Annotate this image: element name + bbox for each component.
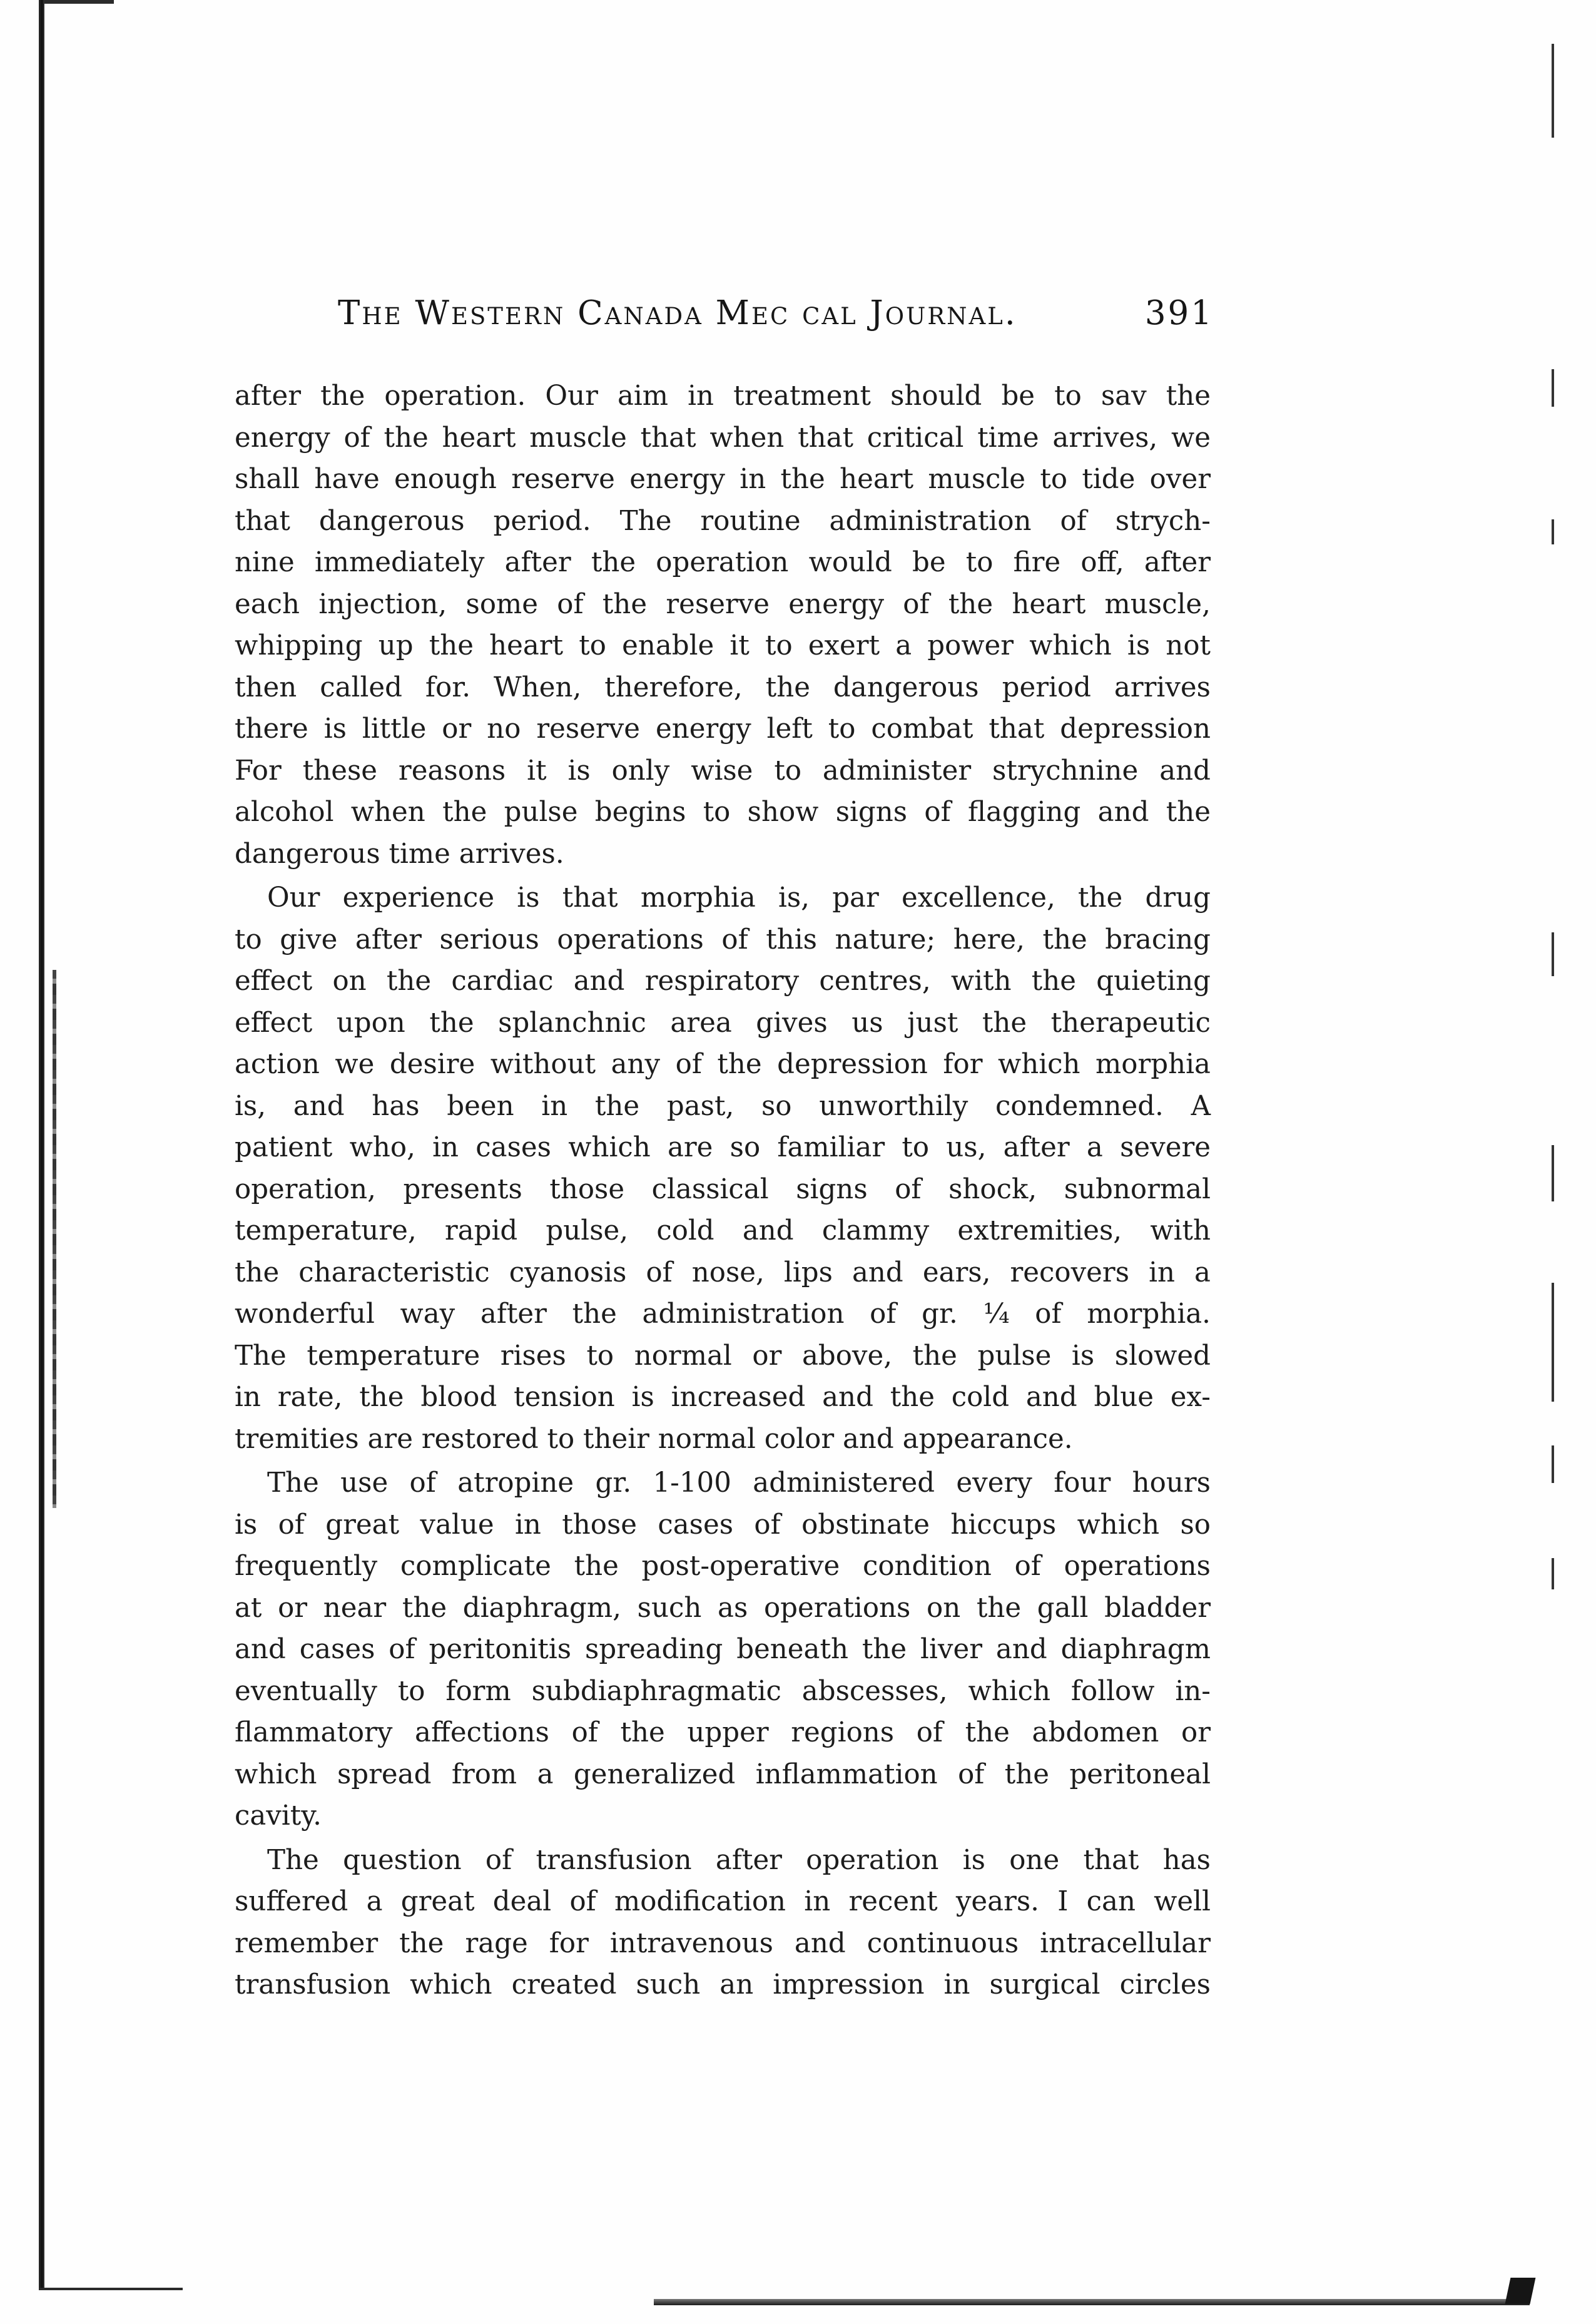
paragraph-4 bbox=[235, 1840, 1211, 2006]
text-line: in rate, the blood tension is increased and the cold and blue ex- bbox=[235, 1382, 1211, 1413]
text-line: The use of atropine gr. 1-100 administered every four hours bbox=[267, 1467, 1211, 1499]
text-line: alcohol when the pulse begins to show signs of flagging and the bbox=[235, 797, 1211, 828]
page-number: 391 bbox=[1144, 294, 1214, 332]
text-line: transfusion which created such an impression in surgical circles bbox=[235, 1969, 1211, 2000]
text-line: cavity. bbox=[235, 1800, 322, 1832]
scan-edge-bottom-left bbox=[39, 2288, 183, 2290]
text-line: suffered a great deal of modification in recent years. I can well bbox=[235, 1886, 1211, 1917]
text-line: is of great value in those cases of obstinate hiccups which so bbox=[235, 1509, 1211, 1541]
text-line: at or near the diaphragm, such as operations on the gall bladder bbox=[235, 1592, 1211, 1624]
text-line: Our experience is that morphia is, par excellence, the drug bbox=[267, 882, 1211, 914]
text-line: The question of transfusion after operation is one that has bbox=[267, 1844, 1211, 1876]
text-line: the characteristic cyanosis of nose, lips and ears, recovers in a bbox=[235, 1256, 1211, 1288]
text-line: For these reasons it is only wise to administer strychnine and bbox=[235, 755, 1211, 787]
scan-edge-bottom bbox=[654, 2299, 1530, 2305]
journal-title: The Western Canada Mec cal Journal. bbox=[338, 294, 1017, 332]
scan-binding-shadow bbox=[53, 970, 56, 1508]
text-line: and cases of peritonitis spreading beneath the liver and diaphragm bbox=[235, 1634, 1211, 1665]
text-line: nine immediately after the operation would be to fire off, after bbox=[235, 547, 1211, 578]
text-line: then called for. When, therefore, the dangerous period arrives bbox=[235, 671, 1211, 703]
text-line: there is little or no reserve energy left to combat that depression bbox=[235, 713, 1211, 745]
text-line: eventually to form subdiaphragmatic abscesses, which follow in- bbox=[235, 1675, 1211, 1707]
running-head bbox=[338, 294, 1214, 344]
text-line: effect upon the splanchnic area gives us just the therapeutic bbox=[235, 1007, 1211, 1039]
text-line: energy of the heart muscle that when that critical time arrives, we bbox=[235, 422, 1211, 454]
text-line: to give after serious operations of this nature; here, the bracing bbox=[235, 924, 1211, 956]
text-line: flammatory affections of the upper regions of the abdomen or bbox=[235, 1717, 1211, 1748]
text-line: each injection, some of the reserve energy of the heart muscle, bbox=[235, 588, 1211, 620]
text-line: that dangerous period. The routine administration of strych- bbox=[235, 505, 1211, 537]
text-line: action we desire without any of the depression for which morphia bbox=[235, 1049, 1211, 1080]
text-line: operation, presents those classical signs of shock, subnormal bbox=[235, 1173, 1211, 1205]
scan-edge-left bbox=[39, 0, 44, 2290]
text-line: dangerous time arrives. bbox=[235, 838, 564, 870]
text-line: whipping up the heart to enable it to exert a power which is not bbox=[235, 630, 1211, 661]
text-line: shall have enough reserve energy in the heart muscle to tide over bbox=[235, 464, 1211, 495]
paragraph-2 bbox=[235, 877, 1211, 1460]
text-line: which spread from a generalized inflammation of the peritoneal bbox=[235, 1758, 1211, 1790]
scan-edge-right bbox=[1552, 44, 1560, 1639]
body-text bbox=[235, 375, 1211, 2009]
text-line: tremities are restored to their normal color and appearance. bbox=[235, 1423, 1073, 1455]
text-line: frequently complicate the post-operative condition of operations bbox=[235, 1551, 1211, 1582]
scan-edge-bottom-corner bbox=[1505, 2278, 1536, 2304]
text-line: temperature, rapid pulse, cold and clammy extremities, with bbox=[235, 1215, 1211, 1246]
text-line: after the operation. Our aim in treatment should be to sav the bbox=[235, 380, 1211, 412]
scan-edge-top bbox=[39, 0, 114, 4]
text-line: wonderful way after the administration of gr. ¼ of morphia. bbox=[235, 1298, 1211, 1330]
text-line: is, and has been in the past, so unworthily condemned. A bbox=[235, 1090, 1211, 1122]
text-line: The temperature rises to normal or above, the pulse is slowed bbox=[235, 1340, 1211, 1372]
text-line: remember the rage for intravenous and continuous intracellular bbox=[235, 1927, 1211, 1959]
text-line: patient who, in cases which are so familiar to us, after a severe bbox=[235, 1132, 1211, 1163]
text-line: effect on the cardiac and respiratory centres, with the quieting bbox=[235, 966, 1211, 997]
paragraph-1 bbox=[235, 375, 1211, 875]
paragraph-3 bbox=[235, 1462, 1211, 1837]
